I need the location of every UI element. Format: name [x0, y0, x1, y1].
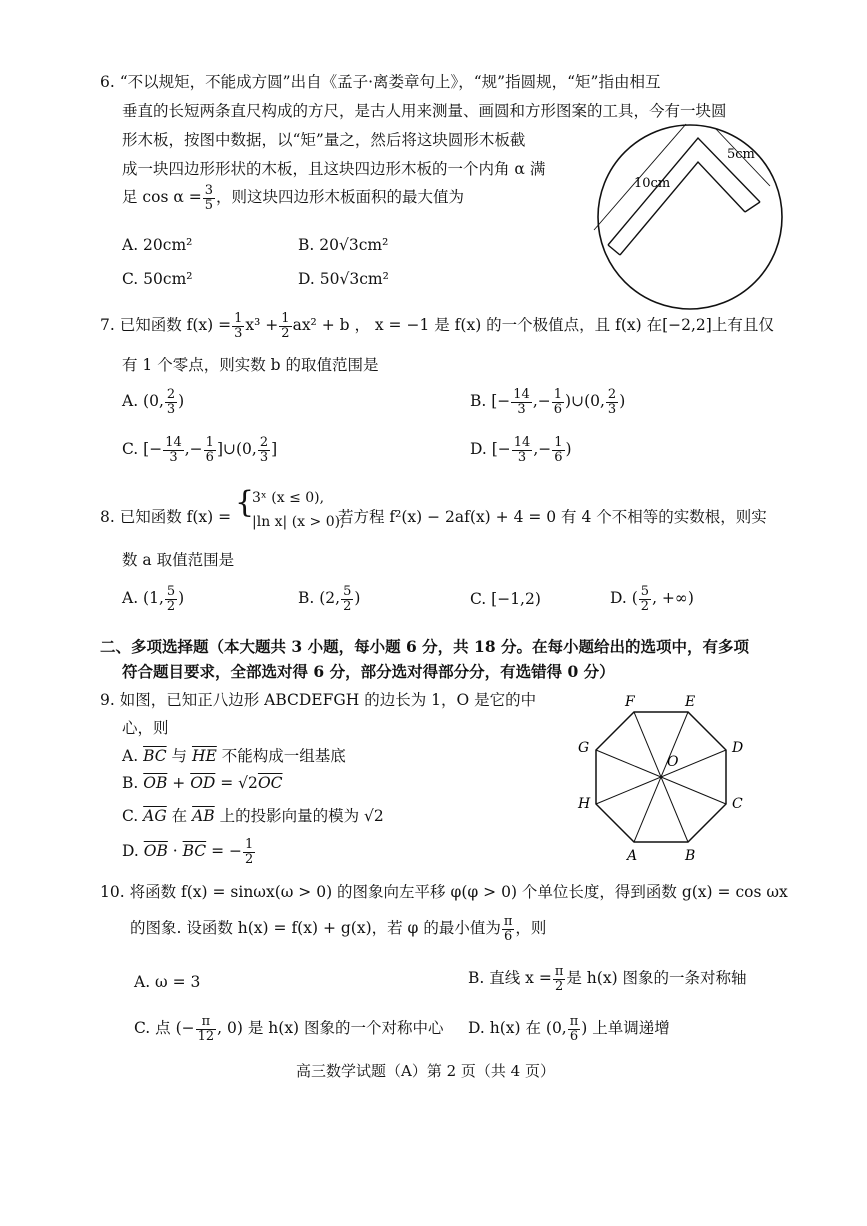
q6-line2: 垂直的长短两条直尺构成的方尺，是古人用来测量、画圆和方形图案的工具，今有一块圆 — [122, 102, 727, 120]
q9-option-c: C. $\overline{AG}$ 在 $\overline{AB}$ 上的投影向量的模为 √2 — [122, 807, 384, 825]
q6-line1: 6. “不以规矩，不能成方圆”出自《孟子·离娄章句上》，“规”指圆规，“矩”指由相互 — [100, 73, 661, 91]
q8-option-d: D. ( $\frac{5}{2}$ , +∞) — [610, 584, 694, 614]
center-o: O — [667, 754, 679, 770]
label-5cm: 5cm — [727, 147, 755, 162]
label-10cm: 10cm — [634, 176, 671, 191]
q9-line1: 9. 如图，已知正八边形 ABCDEFGH 的边长为 1，O 是它的中 — [100, 691, 537, 709]
q9-octagon-figure — [570, 690, 750, 865]
vertex-h: H — [578, 796, 591, 812]
q8-brace: { — [235, 485, 255, 520]
q10-option-b: B. 直线 x = $\frac{\pi}{2}$ 是 h(x) 图象的一条对称轴 — [468, 964, 747, 994]
q7-option-d: D. [− $\frac{14}{3}$ ,− $\frac{1}{6}$ ) — [470, 435, 572, 465]
q7-line1: 7. 已知函数 f(x) = $\frac{1}{3}$ x³ + $\frac{1}{2}$ ax² + b ， x = −1 是 f(x) 的一个极值点，且 f(x) 在[−2,2]上有且仅 — [100, 311, 774, 341]
vertex-g: G — [578, 740, 590, 756]
vertex-c: C — [732, 796, 743, 812]
q7-line2: 有 1 个零点，则实数 b 的取值范围是 — [122, 356, 379, 374]
vertex-e: E — [685, 694, 696, 710]
q10-option-c: C. 点 (− $\frac{\pi}{12}$ , 0) 是 h(x) 图象的一个对称中心 — [134, 1014, 444, 1044]
q9-option-d: D. $\overline{OB} \cdot \overline{BC}$ = − $\frac{1}{2}$ — [122, 837, 254, 867]
vertex-f: F — [625, 694, 635, 710]
q6-line5: 足 cos α = $\frac{3}{5}$ ，则这块四边形木板面积的最大值为 — [122, 183, 464, 213]
q6-line3: 形木板，按图中数据，以“矩”量之，然后将这块圆形木板截 — [122, 131, 526, 149]
q6-line4: 成一块四边形形状的木板，且这块四边形木板的一个内角 α 满 — [122, 160, 546, 178]
q6-option-c: C. 50cm² — [122, 270, 193, 288]
q6-figure — [590, 110, 790, 320]
q6-option-b: B. 20√3cm² — [298, 236, 389, 254]
section2-heading-line2: 符合题目要求，全部选对得 6 分，部分选对得部分分，有选错得 0 分） — [122, 662, 615, 681]
q9-line2: 心，则 — [122, 719, 169, 737]
page-footer: 高三数学试题（A）第 2 页（共 4 页） — [296, 1062, 555, 1080]
q10-option-a: A. ω = 3 — [134, 973, 201, 991]
section2-heading: 二、多项选择题（本大题共 3 小题，每小题 6 分，共 18 分。在每小题给出的选项中，有多项 — [100, 637, 750, 656]
q6-option-d: D. 50√3cm² — [298, 270, 389, 288]
vertex-b: B — [685, 848, 696, 864]
q10-option-d: D. h(x) 在 (0, $\frac{\pi}{6}$ ) 上单调递增 — [468, 1014, 670, 1044]
q8-option-c: C. [−1,2) — [470, 590, 541, 608]
q10-line2: 的图象. 设函数 h(x) = f(x) + g(x)，若 φ 的最小值为 $\frac{\pi}{6}$ ，则 — [130, 914, 547, 944]
q9-option-a: A. $\overline{BC}$ 与 $\overline{HE}$ 不能构成一组基底 — [122, 747, 346, 765]
vertex-a: A — [627, 848, 638, 864]
q6-option-a: A. 20cm² — [122, 236, 193, 254]
q8-line2: 数 a 取值范围是 — [122, 551, 235, 569]
q7-option-a: A. (0, $\frac{2}{3}$ ) — [122, 387, 185, 417]
q10-line1: 10. 将函数 f(x) = sinωx(ω > 0) 的图象向左平移 φ(φ > 0) 个单位长度，得到函数 g(x) = cos ωx — [100, 883, 788, 901]
vertex-d: D — [732, 740, 744, 756]
q7-option-c: C. [− $\frac{14}{3}$ ,− $\frac{1}{6}$ ]∪(0, $\frac{2}{3}$ ] — [122, 435, 278, 465]
q7-option-b: B. [− $\frac{14}{3}$ ,− $\frac{1}{6}$ )∪(0, $\frac{2}{3}$ ) — [470, 387, 626, 417]
q8-option-a: A. (1, $\frac{5}{2}$ ) — [122, 584, 185, 614]
q9-option-b: B. $\overline{OB} + \overline{OD} = √2\overline{OC}$ — [122, 774, 283, 792]
q8-option-b: B. (2, $\frac{5}{2}$ ) — [298, 584, 361, 614]
